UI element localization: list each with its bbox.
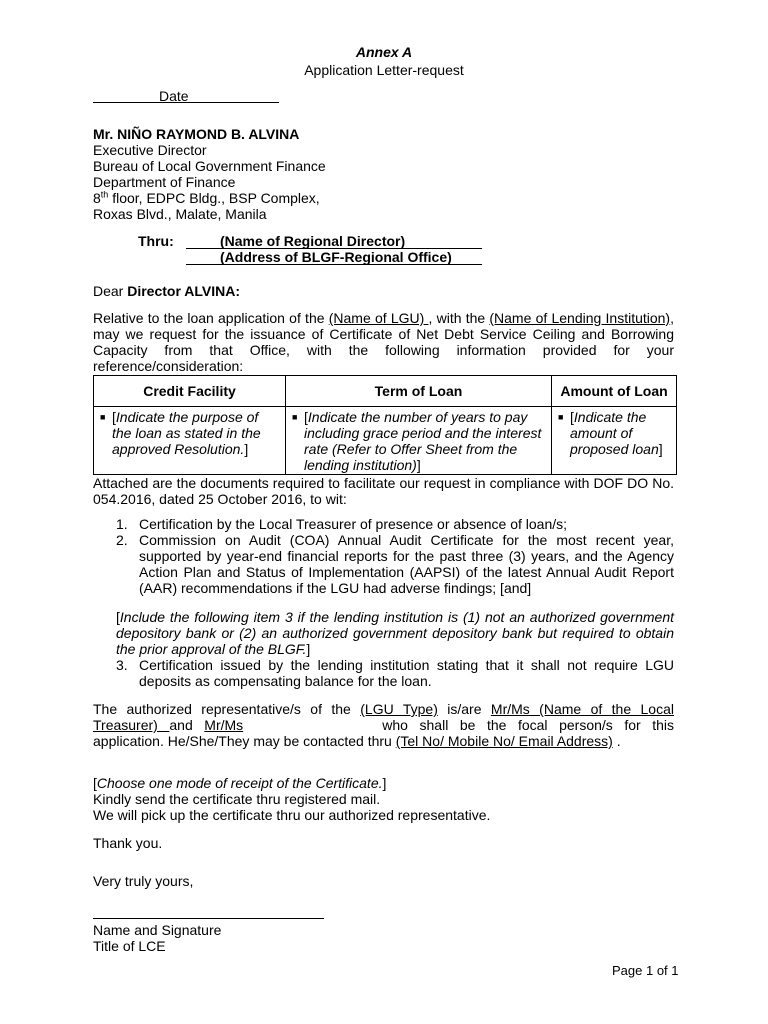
representative-blank: Mr/Ms <box>204 717 244 733</box>
date-line <box>93 88 279 103</box>
intro-part-3: , may we request for the issuance of Certificate of Net Debt Service Ceiling and Borrowing Capacity from that Office, with the following information provided for your reference/consideration: <box>93 310 674 374</box>
lgu-name-placeholder: (Name of LGU) <box>328 310 429 326</box>
credit-facility-table <box>93 375 677 475</box>
table-header-cell: Credit Facility <box>94 376 286 407</box>
thank-you: Thank you. <box>93 835 163 851</box>
mode-option-mail: Kindly send the certificate thru registered mail. <box>93 791 381 807</box>
lgu-type-placeholder: (LGU Type) <box>360 701 438 717</box>
recipient-title: Executive Director <box>93 142 207 158</box>
signature-name-label: Name and Signature <box>93 922 222 938</box>
representatives-paragraph: The authorized representative/s of the (LGU Type) is/are Mr/Ms (Name of the Local Treasurer) and Mr/Ms who shall be the focal person/s for this application. He/She/They may be contacted thru (Tel No/ Mobile No/ Email Address) . <box>93 701 674 749</box>
recipient-department: Department of Finance <box>93 174 236 190</box>
closing: Very truly yours, <box>93 873 194 889</box>
term-of-loan-value: Indicate the number of years to pay including grace period and the interest rate (Refer to Offer Sheet from the lending institution) <box>304 409 542 473</box>
lender-name-placeholder: (Name of Lending Institution) <box>489 310 671 326</box>
contact-placeholder: (Tel No/ Mobile No/ Email Address) <box>395 733 613 749</box>
list-text: Commission on Audit (COA) Annual Audit Certificate for the most recent year, supported by year-end financial reports for the past three (3) years, and the Agency Action Plan and Status of Implementation (AAPSI) of the latest Annual Audit Report (AAR) recommendations if the LGU had adverse findings; [and] <box>139 532 674 596</box>
list-number: 1. <box>116 516 128 532</box>
document-subtitle: Application Letter-request <box>304 62 464 78</box>
bullet-icon: ■ <box>292 412 298 422</box>
floor-rest: floor, EDPC Bldg., BSP Complex, <box>108 190 320 206</box>
intro-part-1: Relative to the loan application of the <box>93 310 329 326</box>
signature-line <box>93 918 324 919</box>
amount-of-loan-value: Indicate the amount of proposed loan <box>570 409 659 457</box>
annex-title: Annex A <box>355 44 413 60</box>
bullet-icon: ■ <box>558 412 564 422</box>
mode-instruction-text: Choose one mode of receipt of the Certificate. <box>96 775 383 791</box>
thru-label: Thru: <box>138 233 174 249</box>
regional-office-placeholder: (Address of BLGF-Regional Office) <box>220 249 452 265</box>
mode-instruction: [Choose one mode of receipt of the Certificate.] <box>93 775 387 791</box>
attached-paragraph: Attached are the documents required to facilitate our request in compliance with DOF DO No. 054.2016, dated 25 October 2016, to wit: <box>93 475 674 507</box>
list-text: Certification issued by the lending institution stating that it shall not require LGU deposits as compensating balance for the loan. <box>139 657 674 689</box>
table-header-cell: Amount of Loan <box>552 376 677 407</box>
list-text: Certification by the Local Treasurer of presence or absence of loan/s; <box>139 516 568 532</box>
bullet-icon: ■ <box>100 412 106 422</box>
recipient-bureau: Bureau of Local Government Finance <box>93 158 326 174</box>
intro-part-2: , with the <box>428 310 490 326</box>
intro-paragraph <box>93 310 674 374</box>
salutation-dear: Dear <box>93 283 128 299</box>
salutation-name: Director ALVINA: <box>127 283 241 299</box>
thru-line-1 <box>186 233 482 249</box>
table-cell: ■ [Indicate the purpose of the loan as stated in the approved Resolution.] <box>94 407 286 475</box>
table-row <box>94 407 677 475</box>
date-label: Date <box>159 88 189 104</box>
recipient-name: Mr. NIÑO RAYMOND B. ALVINA <box>93 126 300 142</box>
table-cell: ■ [Indicate the number of years to pay including grace period and the interest rate (Refer to Offer Sheet from the lending institution)] <box>286 407 552 475</box>
signature-title-label: Title of LCE <box>93 938 166 954</box>
credit-facility-value: Indicate the purpose of the loan as stated in the approved Resolution. <box>112 409 261 457</box>
item3-note-text: Include the following item 3 if the lending institution is (1) not an authorized government depository bank or (2) an authorized government depository bank but required to obtain the prior approval of the BLGF. <box>116 609 674 657</box>
item3-note: [Include the following item 3 if the lending institution is (1) not an authorized government depository bank or (2) an authorized government depository bank but required to obtain the prior approval of the BLGF.] <box>116 609 674 657</box>
table-header-cell: Term of Loan <box>286 376 552 407</box>
list-number: 3. <box>116 657 128 673</box>
page-number: Page 1 of 1 <box>612 963 679 978</box>
mode-option-pickup: We will pick up the certificate thru our authorized representative. <box>93 807 491 823</box>
floor-superscript: th <box>100 189 109 200</box>
table-cell: ■ [Indicate the amount of proposed loan] <box>552 407 677 475</box>
recipient-address: Roxas Blvd., Malate, Manila <box>93 206 267 222</box>
treasurer-placeholder: Mr/Ms (Name of the Local Treasurer) <box>93 701 674 733</box>
regional-director-placeholder: (Name of Regional Director) <box>220 233 406 249</box>
salutation <box>93 283 240 299</box>
floor-number: 8 <box>93 190 101 206</box>
thru-line-2 <box>186 249 482 265</box>
list-number: 2. <box>116 532 128 548</box>
recipient-floor <box>93 190 320 206</box>
table-header-row <box>94 376 677 407</box>
